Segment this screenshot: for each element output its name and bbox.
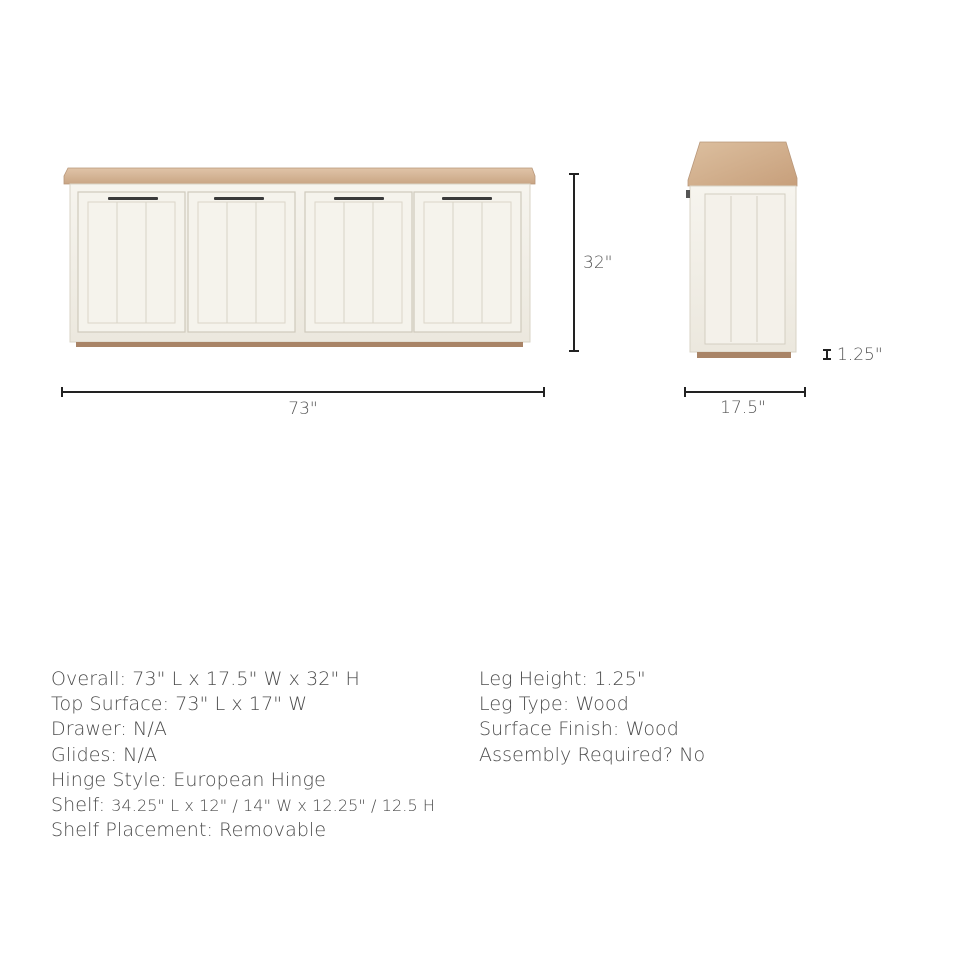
depth-label: 17.5": [720, 398, 766, 418]
handle-icon: [442, 197, 492, 200]
side-panel: [705, 194, 785, 344]
leg-height-label: 1.25": [837, 345, 883, 365]
spec-shelf-placement: Shelf Placement: Removable: [51, 819, 327, 842]
spec-shelf: Shelf: 34.25" L x 12" / 14" W x 12.25" / 12.5 H: [51, 794, 436, 817]
spec-assembly-required: Assembly Required? No: [479, 743, 706, 766]
spec-leg-type: Leg Type: Wood: [479, 693, 629, 716]
specs-right-column: [479, 667, 705, 768]
side-hardware: [686, 190, 690, 198]
front-cabinet-base: [76, 342, 523, 347]
depth-dimension: [685, 387, 805, 418]
door-2: [188, 192, 295, 332]
height-label: 32": [583, 253, 613, 273]
door-4: [414, 192, 521, 332]
leg-height-dimension: [823, 345, 883, 365]
spec-glides: Glides: N/A: [51, 743, 158, 766]
handle-icon: [214, 197, 264, 200]
length-dimension: [62, 387, 544, 419]
side-wood-top: [688, 142, 797, 186]
spec-top-surface: Top Surface: 73" L x 17" W: [51, 693, 308, 716]
handle-icon: [334, 197, 384, 200]
door-1: [78, 192, 185, 332]
spec-overall: Overall: 73" L x 17.5" W x 32" H: [51, 668, 360, 690]
spec-hinge-style: Hinge Style: European Hinge: [51, 768, 326, 791]
specs-left-column: [51, 667, 435, 843]
door-3: [305, 192, 412, 332]
height-dimension: [569, 174, 612, 351]
front-wood-top: [64, 168, 535, 184]
front-view-cabinet: [64, 168, 535, 347]
spec-surface-finish: Surface Finish: Wood: [479, 718, 679, 741]
side-cabinet-base: [697, 352, 791, 358]
handle-icon: [108, 197, 158, 200]
spec-drawer: Drawer: N/A: [51, 718, 167, 741]
length-label: 73": [288, 399, 318, 419]
side-view-cabinet: [686, 142, 797, 358]
spec-leg-height: Leg Height: 1.25": [479, 668, 646, 690]
